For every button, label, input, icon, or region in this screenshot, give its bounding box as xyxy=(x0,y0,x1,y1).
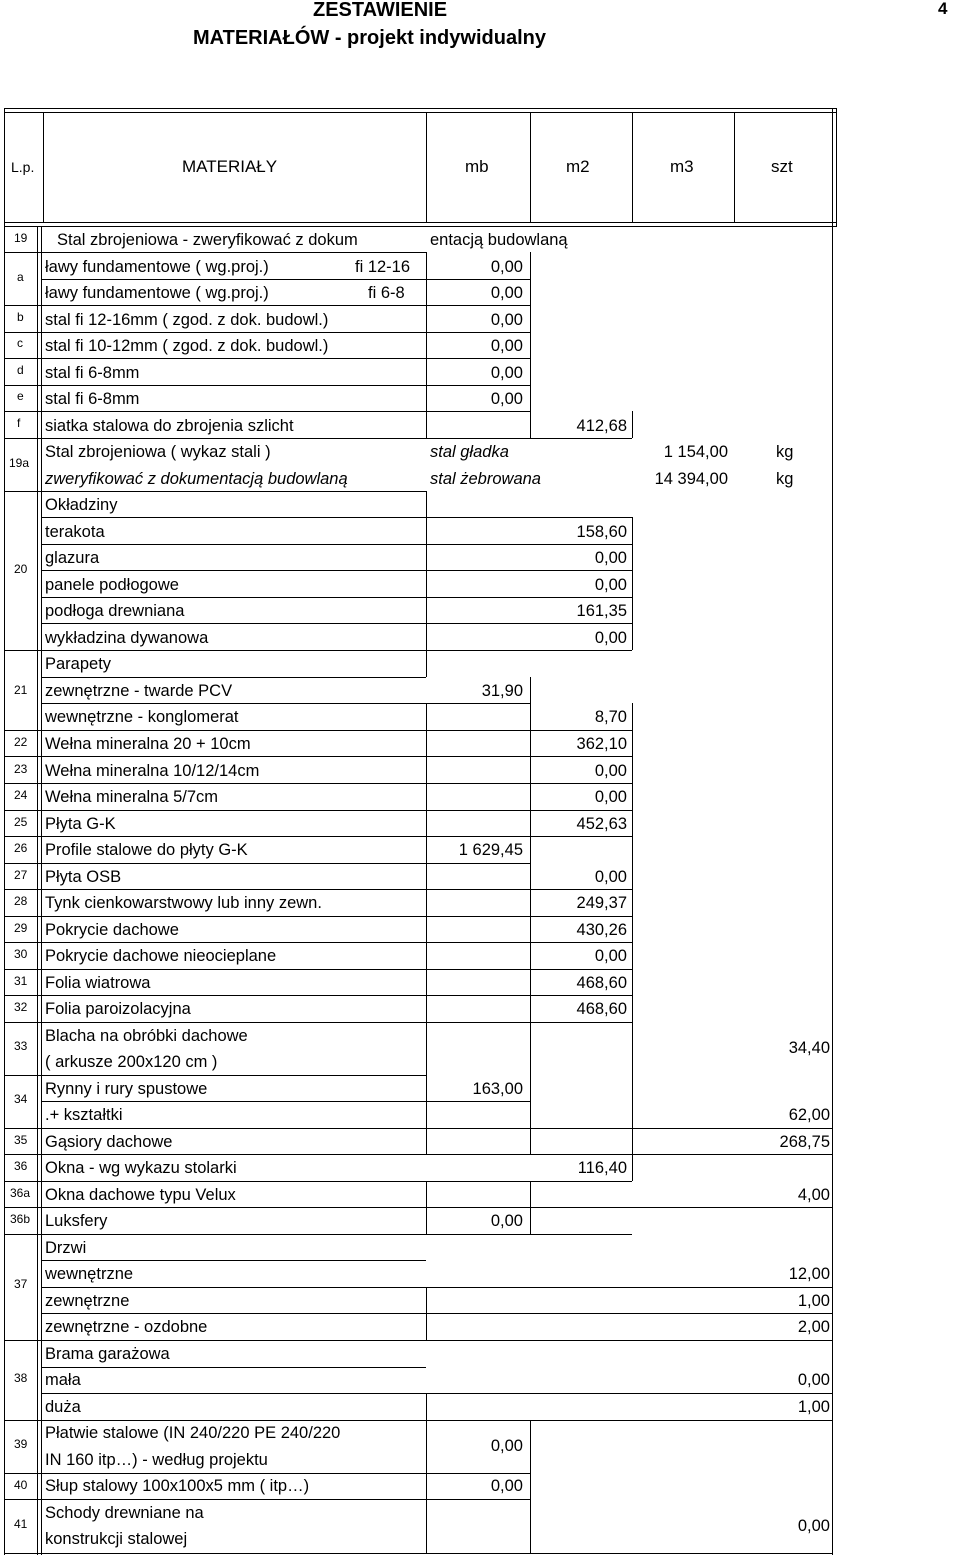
row-35-szt: 268,75 xyxy=(779,1133,830,1151)
row-19a-name-note: zweryfikować z dokumentacją budowlaną xyxy=(45,470,348,488)
row-e-name: stal fi 6-8mm xyxy=(45,390,140,408)
row-31-name: Folia wiatrowa xyxy=(45,974,151,992)
row-20-item-m2: 0,00 xyxy=(594,629,627,647)
row-19-name-cont: entacją budowlaną xyxy=(430,231,568,249)
row-a2-fi: fi 6-8 xyxy=(368,284,405,302)
row-31-lp: 31 xyxy=(14,974,28,988)
row-26-mb: 1 629,45 xyxy=(458,841,523,859)
doc-title-line1: ZESTAWIENIE xyxy=(313,0,448,21)
row-21-m2: 8,70 xyxy=(594,708,627,726)
row-20-item-name: podłoga drewniana xyxy=(45,602,185,620)
row-19a-val1: 1 154,00 xyxy=(663,443,728,461)
row-21-mb: 31,90 xyxy=(481,682,523,700)
row-37-item-szt: 2,00 xyxy=(797,1318,830,1336)
row-19a-name: Stal zbrojeniowa ( wykaz stali ) xyxy=(45,443,271,461)
row-35-lp: 35 xyxy=(14,1133,28,1147)
row-32-lp: 32 xyxy=(14,1000,28,1014)
row-a2-mb: 0,00 xyxy=(490,284,523,302)
row-24-name: Wełna mineralna 5/7cm xyxy=(45,788,219,806)
row-d-mb: 0,00 xyxy=(490,364,523,382)
row-29-name: Pokrycie dachowe xyxy=(45,921,179,939)
row-41-lp: 41 xyxy=(14,1517,28,1531)
row-27-m2: 0,00 xyxy=(594,868,627,886)
row-25-name: Płyta G-K xyxy=(45,815,116,833)
row-19a-unit2: kg xyxy=(776,470,794,488)
row-f-lp: f xyxy=(17,416,21,430)
row-38-item-name: mała xyxy=(45,1371,81,1389)
row-40-name: Słup stalowy 100x100x5 mm ( itp…) xyxy=(45,1477,310,1495)
row-36a-lp: 36a xyxy=(10,1186,31,1200)
row-20-item-name: terakota xyxy=(45,523,105,541)
row-27-lp: 27 xyxy=(14,868,28,882)
row-c-lp: c xyxy=(17,336,23,350)
row-28-name: Tynk cienkowarstwowy lub inny zewn. xyxy=(45,894,322,912)
row-f-name: siatka stalowa do zbrojenia szlicht xyxy=(45,417,294,435)
row-25-lp: 25 xyxy=(14,815,28,829)
row-e-mb: 0,00 xyxy=(490,390,523,408)
row-30-m2: 0,00 xyxy=(594,947,627,965)
row-b-name: stal fi 12-16mm ( zgod. z dok. budowl.) xyxy=(45,311,329,329)
row-24-m2: 0,00 xyxy=(594,788,627,806)
row-31-m2: 468,60 xyxy=(576,974,627,992)
row-35-name: Gąsiory dachowe xyxy=(45,1133,173,1151)
row-32-name: Folia paroizolacyjna xyxy=(45,1000,191,1018)
row-20-item-m2: 0,00 xyxy=(594,549,627,567)
row-41-szt: 0,00 xyxy=(797,1517,830,1535)
header-m2: m2 xyxy=(566,157,590,176)
row-21-lp: 21 xyxy=(14,683,28,697)
row-21-name2: wewnętrzne - konglomerat xyxy=(45,708,239,726)
row-40-mb: 0,00 xyxy=(490,1477,523,1495)
row-23-lp: 23 xyxy=(14,762,28,776)
row-a1-name: ławy fundamentowe ( wg.proj.) xyxy=(45,258,269,276)
row-37-item-name: wewnętrzne xyxy=(45,1265,134,1283)
row-28-lp: 28 xyxy=(14,894,28,908)
row-22-lp: 22 xyxy=(14,735,28,749)
header-materialy: MATERIAŁY xyxy=(182,157,278,176)
row-36-name: Okna - wg wykazu stolarki xyxy=(45,1159,237,1177)
header-m3: m3 xyxy=(670,157,694,176)
row-b-mb: 0,00 xyxy=(490,311,523,329)
row-21-name1: zewnętrzne - twarde PCV xyxy=(45,682,233,700)
row-38-item-szt: 0,00 xyxy=(797,1371,830,1389)
row-37-lp: 37 xyxy=(14,1277,28,1291)
row-40-lp: 40 xyxy=(14,1478,28,1492)
row-39-name2: IN 160 itp…) - według projektu xyxy=(45,1451,268,1469)
row-b-lp: b xyxy=(17,310,24,324)
row-38-head: Brama garażowa xyxy=(45,1345,170,1363)
row-37-item-name: zewnętrzne - ozdobne xyxy=(45,1318,208,1336)
page-number: 4 xyxy=(938,0,948,18)
row-19a-unit1: kg xyxy=(776,443,794,461)
row-20-head: Okładziny xyxy=(45,496,118,514)
row-34-mb: 163,00 xyxy=(472,1080,523,1098)
row-19a-type1: stal gładka xyxy=(430,443,509,461)
row-28-m2: 249,37 xyxy=(576,894,627,912)
row-23-name: Wełna mineralna 10/12/14cm xyxy=(45,762,260,780)
row-39-mb: 0,00 xyxy=(490,1437,523,1455)
row-c-mb: 0,00 xyxy=(490,337,523,355)
row-c-name: stal fi 10-12mm ( zgod. z dok. budowl.) xyxy=(45,337,329,355)
row-20-item-name: wykładzina dywanowa xyxy=(45,629,209,647)
row-20-item-m2: 161,35 xyxy=(576,602,627,620)
header-lp: L.p. xyxy=(11,159,35,175)
row-36-lp: 36 xyxy=(14,1159,28,1173)
row-36-m2: 116,40 xyxy=(577,1159,627,1177)
row-a1-mb: 0,00 xyxy=(490,258,523,276)
doc-title-line2: MATERIAŁÓW - projekt indywidualny xyxy=(193,27,546,49)
row-38-item-szt: 1,00 xyxy=(797,1398,830,1416)
row-26-lp: 26 xyxy=(14,841,28,855)
row-20-item-name: glazura xyxy=(45,549,100,567)
row-41-name1: Schody drewniane na xyxy=(45,1504,204,1522)
row-37-item-szt: 12,00 xyxy=(788,1265,830,1283)
row-20-item-m2: 0,00 xyxy=(594,576,627,594)
row-34-name1: Rynny i rury spustowe xyxy=(45,1080,208,1098)
row-20-item-m2: 158,60 xyxy=(576,523,627,541)
row-24-lp: 24 xyxy=(14,788,28,802)
row-d-lp: d xyxy=(17,363,24,377)
row-29-lp: 29 xyxy=(14,921,28,935)
row-33-name1: Blacha na obróbki dachowe xyxy=(45,1027,248,1045)
row-19-name: Stal zbrojeniowa - zweryfikować z dokum xyxy=(57,231,358,249)
row-21-head: Parapety xyxy=(45,655,112,673)
row-19a-lp: 19a xyxy=(9,456,30,470)
row-39-lp: 39 xyxy=(14,1437,28,1451)
row-19a-type2: stal żebrowana xyxy=(430,470,541,488)
header-szt: szt xyxy=(771,157,793,176)
row-36b-name: Luksfery xyxy=(45,1212,108,1230)
row-19a-val2: 14 394,00 xyxy=(654,470,728,488)
row-41-name2: konstrukcji stalowej xyxy=(45,1530,188,1548)
row-20-lp: 20 xyxy=(14,562,28,576)
row-34-szt: 62,00 xyxy=(788,1106,830,1124)
row-33-szt: 34,40 xyxy=(788,1039,830,1057)
row-37-head: Drzwi xyxy=(45,1239,87,1257)
row-22-m2: 362,10 xyxy=(576,735,627,753)
row-38-item-name: duża xyxy=(45,1398,81,1416)
row-38-lp: 38 xyxy=(14,1371,28,1385)
row-f-m2: 412,68 xyxy=(576,417,627,435)
row-22-name: Wełna mineralna 20 + 10cm xyxy=(45,735,251,753)
row-19-lp: 19 xyxy=(14,231,28,245)
row-37-item-szt: 1,00 xyxy=(797,1292,830,1310)
row-25-m2: 452,63 xyxy=(576,815,627,833)
row-20-item-name: panele podłogowe xyxy=(45,576,179,594)
row-26-name: Profile stalowe do płyty G-K xyxy=(45,841,248,859)
row-e-lp: e xyxy=(17,389,24,403)
row-34-lp: 34 xyxy=(14,1092,28,1106)
row-a-lp: a xyxy=(17,270,24,284)
row-a1-fi: fi 12-16 xyxy=(355,258,411,276)
row-30-lp: 30 xyxy=(14,947,28,961)
row-a2-name: ławy fundamentowe ( wg.proj.) xyxy=(45,284,269,302)
row-37-item-name: zewnętrzne xyxy=(45,1292,130,1310)
row-36a-name: Okna dachowe typu Velux xyxy=(45,1186,236,1204)
row-33-lp: 33 xyxy=(14,1039,28,1053)
row-29-m2: 430,26 xyxy=(576,921,627,939)
header-mb: mb xyxy=(465,157,489,176)
row-23-m2: 0,00 xyxy=(594,762,627,780)
row-32-m2: 468,60 xyxy=(576,1000,627,1018)
row-39-name1: Płatwie stalowe (IN 240/220 PE 240/220 xyxy=(45,1424,341,1442)
row-36b-lp: 36b xyxy=(10,1212,31,1226)
row-33-name2: ( arkusze 200x120 cm ) xyxy=(45,1053,218,1071)
row-36a-szt: 4,00 xyxy=(797,1186,830,1204)
row-36b-mb: 0,00 xyxy=(490,1212,523,1230)
row-34-name2: .+ kształtki xyxy=(45,1106,123,1124)
row-d-name: stal fi 6-8mm xyxy=(45,364,140,382)
row-27-name: Płyta OSB xyxy=(45,868,122,886)
row-30-name: Pokrycie dachowe nieocieplane xyxy=(45,947,277,965)
